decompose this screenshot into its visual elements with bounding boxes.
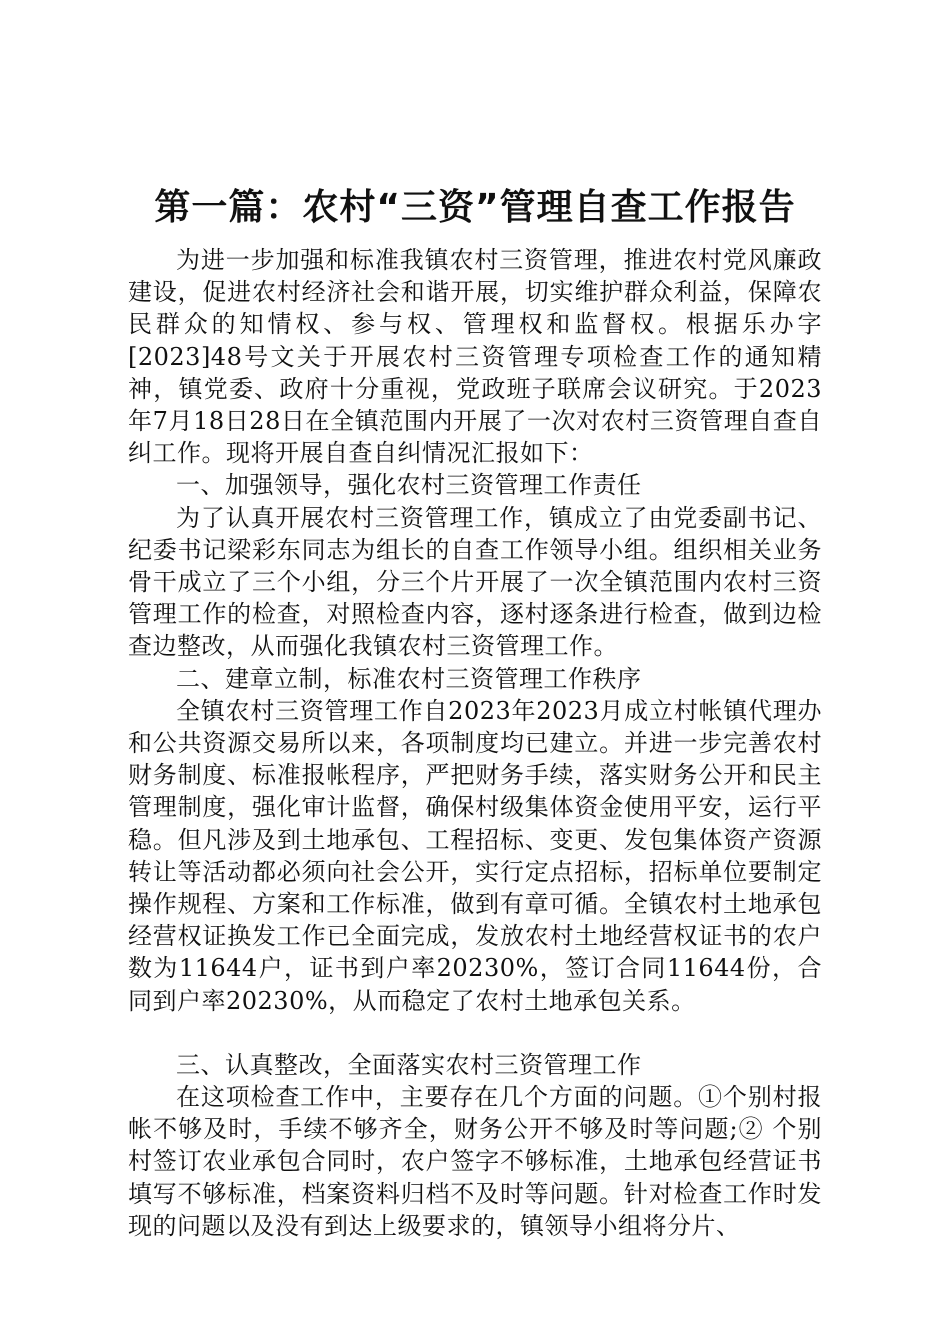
intro-paragraph: 为进一步加强和标准我镇农村三资管理，推进农村党风廉政建设，促进农村经济社会和谐开展，切实维护群众利益，保障农民群众的知情权、参与权、管理权和监督权。根据乐办字[2023]48号文关于开展农村三资管理专项检查工作的通知精神，镇党委、政府十分重视，党政班子联席会议研究。于2023年7月18日28日在全镇范围内开展了一次对农村三资管理自查自纠工作。现将开展自查自纠情况汇报如下： bbox=[128, 246, 822, 468]
document-title: 第一篇：农村“三资”管理自查工作报告 bbox=[154, 187, 796, 228]
section-1-heading: 一、加强领导，强化农村三资管理工作责任 bbox=[176, 471, 642, 500]
paragraph-spacer bbox=[128, 1017, 822, 1049]
section-1-body: 为了认真开展农村三资管理工作，镇成立了由党委副书记、纪委书记梁彩东同志为组长的自查工作领导小组。组织相关业务骨干成立了三个小组，分三个片开展了一次全镇范围内农村三资管理工作的检查，对照检查内容，逐村逐条进行检查，做到边检查边整改，从而强化我镇农村三资管理工作。 bbox=[128, 503, 822, 661]
document-page bbox=[128, 180, 822, 1242]
section-2-body: 全镇农村三资管理工作自2023年2023月成立村帐镇代理办和公共资源交易所以来，各项制度均已建立。并进一步完善农村财务制度、标准报帐程序，严把财务手续，落实财务公开和民主管理制度，强化审计监督，确保村级集体资金使用平安，运行平稳。但凡涉及到土地承包、工程招标、变更、发包集体资产资源转让等活动都必须向社会公开，实行定点招标，招标单位要制定操作规程、方案和工作标准，做到有章可循。全镇农村土地承包经营权证换发工作已全面完成，发放农村土地经营权证书的农户数为11644户，证书到户率20230%，签订合同11644份，合同到户率20230%，从而稳定了农村土地承包关系。 bbox=[128, 696, 822, 1015]
section-3-heading: 三、认真整改，全面落实农村三资管理工作 bbox=[176, 1050, 642, 1079]
section-2-heading: 二、建章立制，标准农村三资管理工作秩序 bbox=[176, 664, 642, 693]
section-3-body: 在这项检查工作中，主要存在几个方面的问题。①个别村报帐不够及时，手续不够齐全，财务公开不够及时等问题;② 个别村签订农业承包合同时，农户签字不够标准，土地承包经营证书填写不够标准，档案资料归档不及时等问题。针对检查工作时发现的问题以及没有到达上级要求的，镇领导小组将分片、 bbox=[128, 1083, 822, 1240]
